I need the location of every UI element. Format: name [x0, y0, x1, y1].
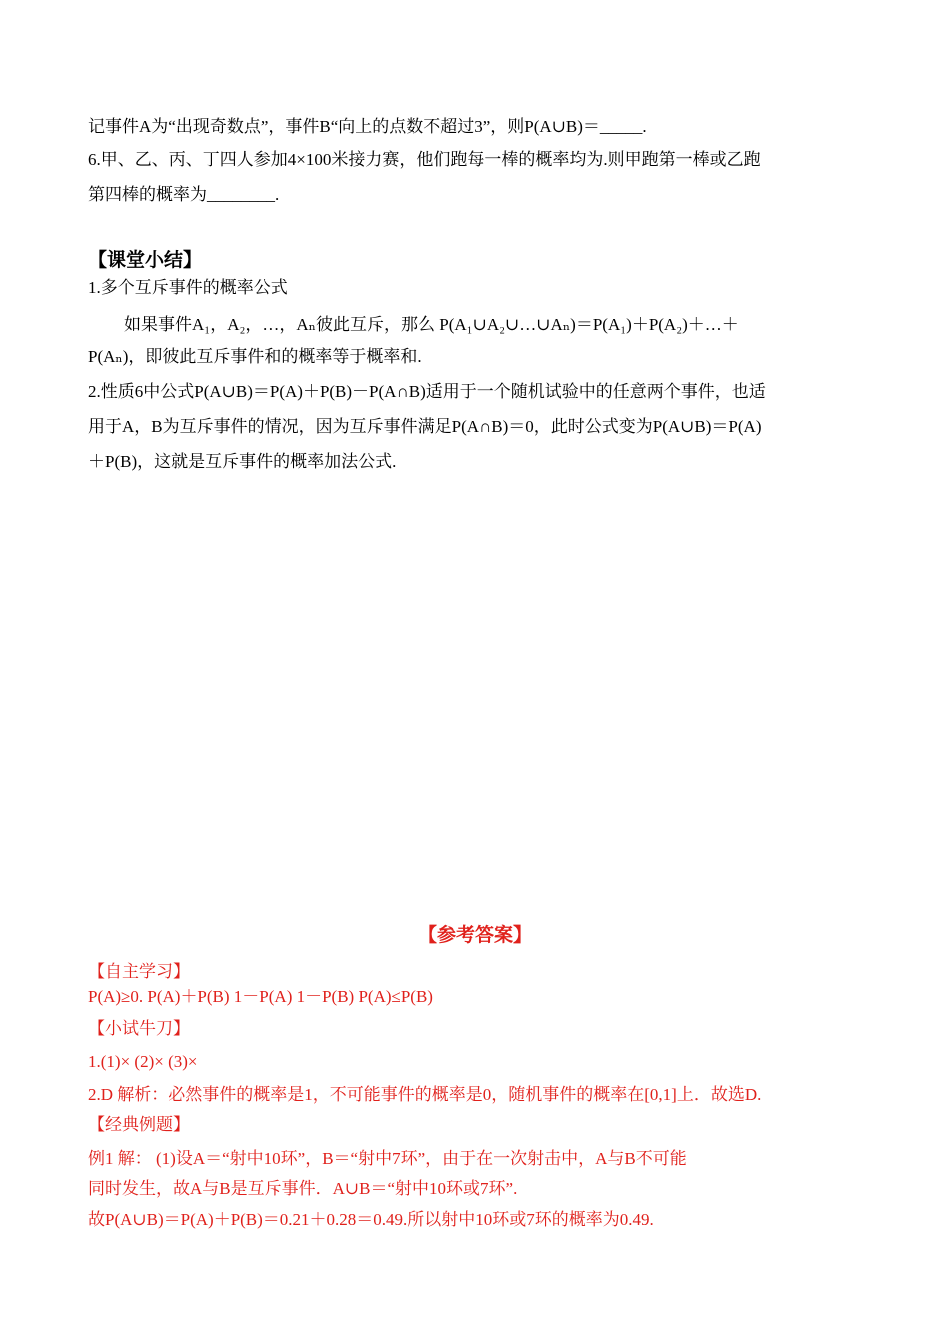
answers-example-1-line-2: 同时发生，故A与B是互斥事件．A∪B＝“射中10环或7环”. [88, 1179, 518, 1198]
problem-5-tail: 记事件A为“出现奇数点”，事件B“向上的点数不超过3”，则P(A∪B)＝_____. [88, 117, 647, 136]
answers-section-examples: 【经典例题】 [88, 1115, 190, 1134]
answers-practice-2: 2.D 解析：必然事件的概率是1，不可能事件的概率是0，随机事件的概率在[0,1]上．故选D. [88, 1085, 762, 1104]
summary-item-1: 1.多个互斥事件的概率公式 [88, 278, 288, 297]
summary-item-2-line-3: ＋P(B)，这就是互斥事件的概率加法公式. [88, 452, 397, 471]
summary-item-1-text-2: P(Aₙ)，即彼此互斥事件和的概率等于概率和. [88, 347, 422, 366]
answers-example-1-line-3: 故P(A∪B)＝P(A)＋P(B)＝0.21＋0.28＝0.49.所以射中10环或7环的概率为0.49. [88, 1210, 654, 1229]
summary-item-1-text-1: 如果事件A₁，A₂，…，Aₙ彼此互斥，那么 P(A₁∪A₂∪…∪Aₙ)＝P(A₁)＋P(A₂)＋…＋ [124, 315, 739, 334]
answers-section-self-study: 【自主学习】 [88, 962, 190, 981]
summary-heading: 【课堂小结】 [88, 250, 203, 271]
answers-practice-1: 1.(1)× (2)× (3)× [88, 1052, 198, 1071]
answers-heading: 【参考答案】 [417, 925, 532, 946]
answers-section-practice: 【小试牛刀】 [88, 1019, 190, 1038]
summary-item-2-line-2: 用于A，B为互斥事件的情况，因为互斥事件满足P(A∩B)＝0，此时公式变为P(A∪B)＝P(A) [88, 417, 762, 436]
answers-self-study-text: P(A)≥0. P(A)＋P(B) 1－P(A) 1－P(B) P(A)≤P(B) [88, 987, 433, 1006]
answers-example-1-line-1: 例1 解： (1)设A＝“射中10环”，B＝“射中7环”，由于在一次射击中，A与B不可能 [88, 1149, 687, 1168]
problem-6-line-2: 第四棒的概率为________. [88, 185, 280, 204]
summary-item-2-line-1: 2.性质6中公式P(A∪B)＝P(A)＋P(B)－P(A∩B)适用于一个随机试验中的任意两个事件，也适 [88, 382, 766, 401]
problem-6-line-1: 6.甲、乙、丙、丁四人参加4×100米接力赛，他们跑每一棒的概率均为.则甲跑第一棒或乙跑 [88, 150, 761, 169]
